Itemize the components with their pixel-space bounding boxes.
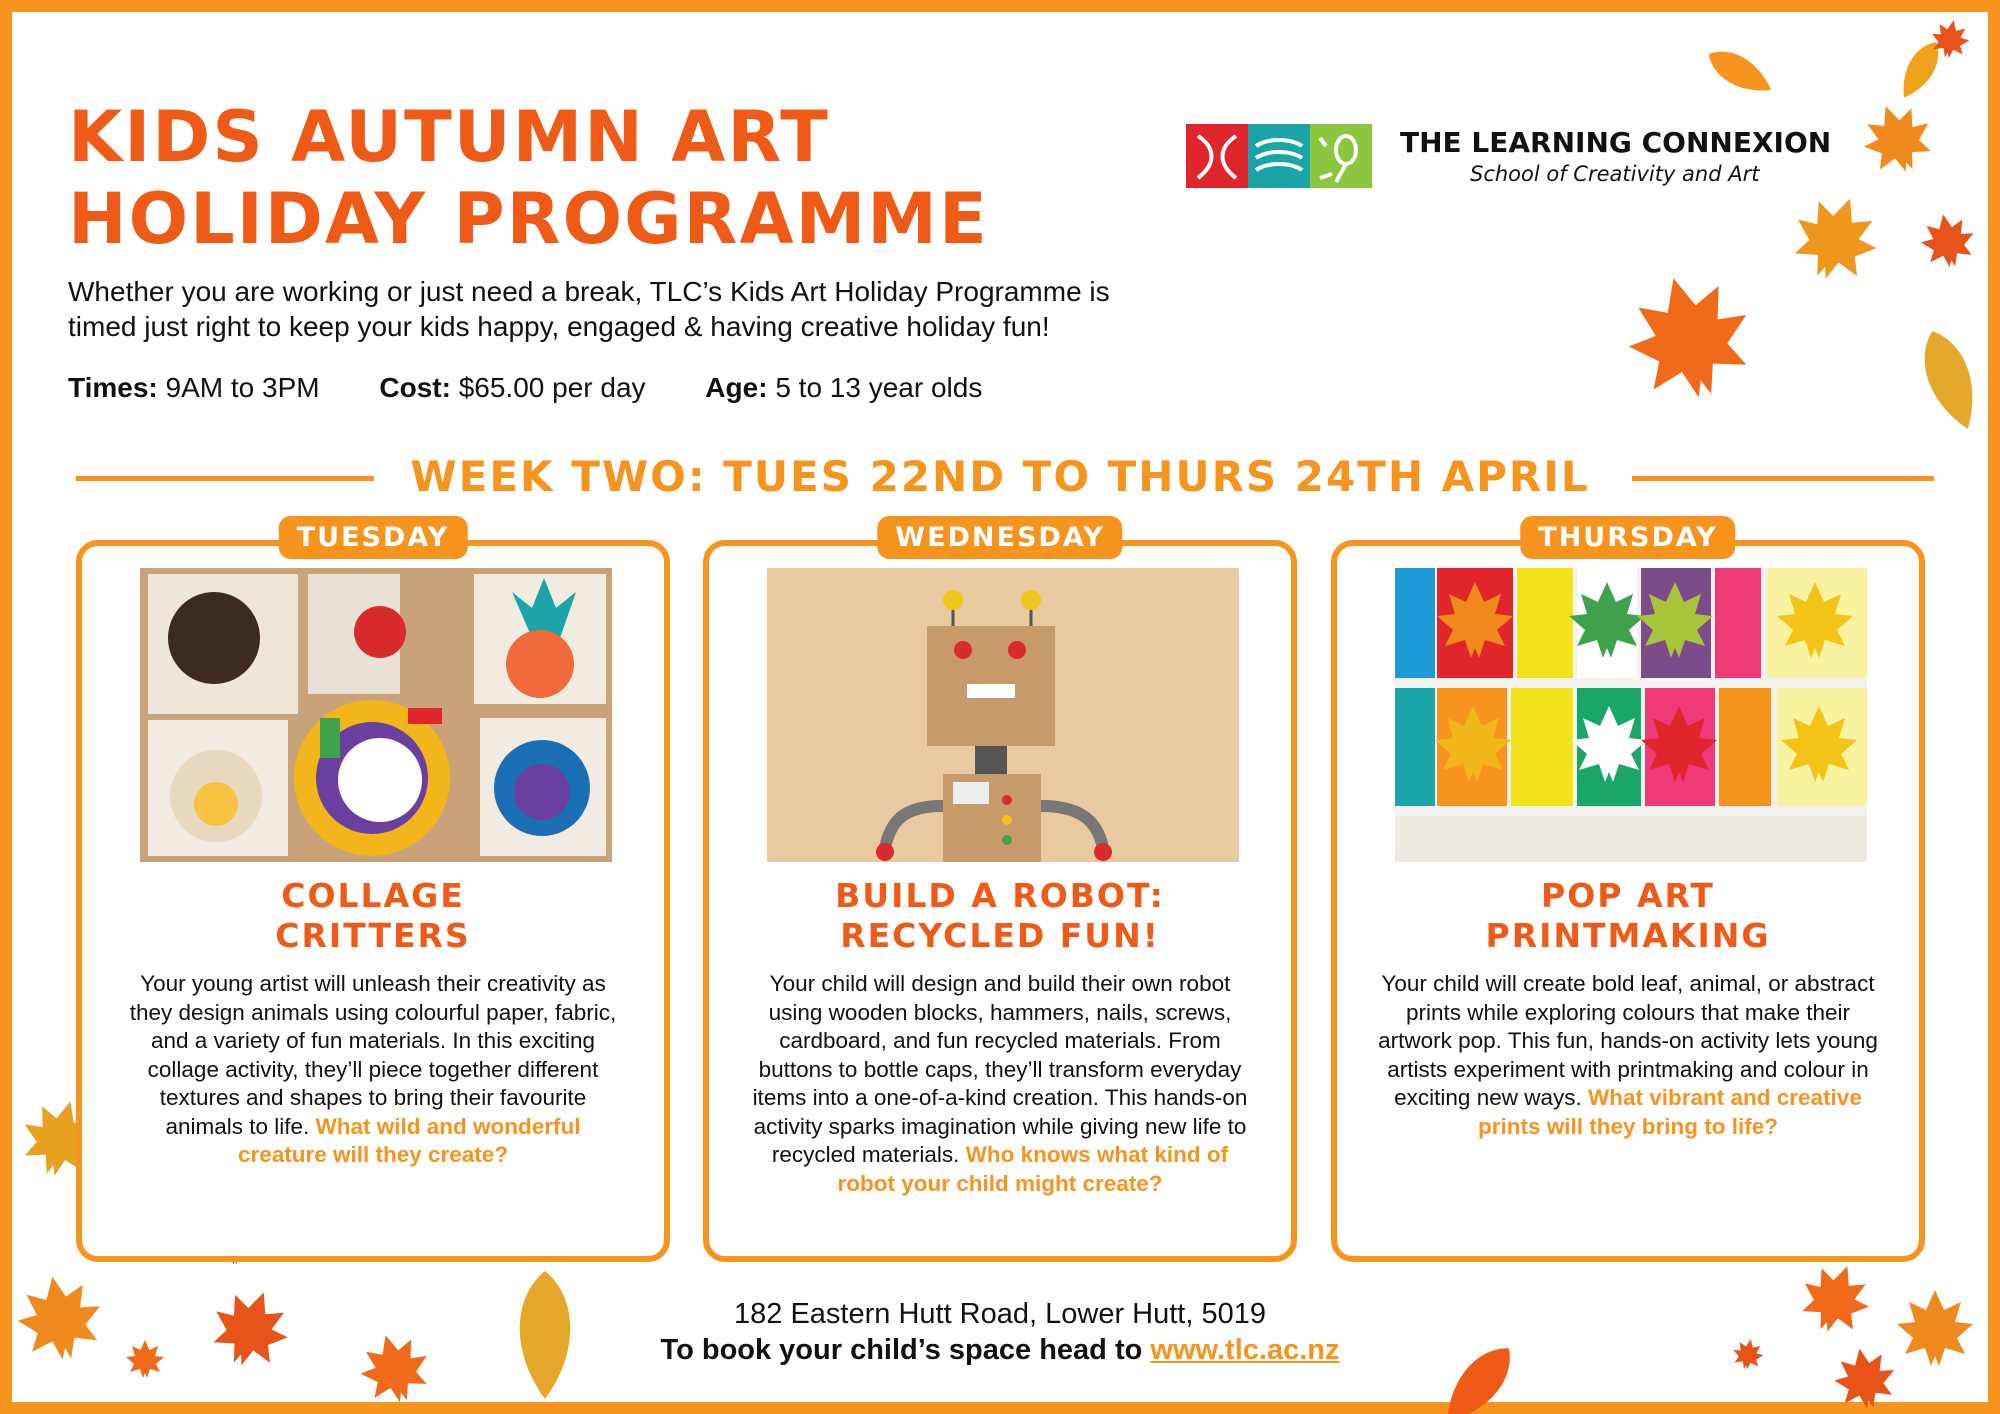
card-tuesday [76,522,670,1262]
activity-description-tuesday: Your young artist will unleash their creativity as they design animals using colourful paper, fabric, and a variety of fun materials. In this exciting collage activity, they’ll piece together different textures and shapes to bring their favourite animals to life. What wild and wonderful creature will they create? [129,971,617,1167]
robot-image [767,568,1239,862]
times-detail: Times: 9AM to 3PM [68,372,320,403]
week-title: WEEK TWO: TUES 22ND TO THURS 24TH APRIL [410,452,1590,501]
programme-details [68,372,1034,404]
intro-line-2: timed just right to keep your kids happy, engaged & having creative holiday fun! [68,311,1050,342]
collage-critters-image [140,568,612,862]
day-tab-thursday: THURSDAY [1520,516,1735,559]
card-thursday [1331,522,1925,1262]
card-wednesday [703,522,1297,1262]
page-title [68,96,989,260]
address: 182 Eastern Hutt Road, Lower Hutt, 5019 [734,1298,1266,1330]
activity-highlight-wednesday: Who knows what kind of robot your child might create? [837,1142,1229,1196]
activity-title-thursday: POP ART PRINTMAKING [1485,876,1771,955]
activity-title-tuesday: COLLAGE CRITTERS [275,876,471,955]
activity-highlight-tuesday: What wild and wonderful creature will they create? [237,1113,581,1167]
title-line-1: KIDS AUTUMN ART [68,96,830,178]
day-tab-tuesday: TUESDAY [279,516,468,559]
booking-text: To book your child’s space head to [660,1334,1143,1366]
logo-name: THE LEARNING CONNEXION [1400,126,1832,159]
booking-link[interactable]: www.tlc.ac.nz [1150,1334,1340,1366]
activity-title-wednesday: BUILD A ROBOT: RECYCLED FUN! [835,876,1165,955]
cost-detail: Cost: $65.00 per day [379,372,646,403]
booking-line [0,1334,2000,1367]
logo-tagline: School of Creativity and Art [1470,162,1760,186]
leaf-prints-image [1395,568,1867,862]
intro-text [68,274,1368,344]
activity-description-thursday: Your child will create bold leaf, animal, or abstract prints while exploring colours that make their artwork pop. This fun, hands-on activity lets young artists experiment with printmaking and colour in exciting new ways. What vibrant and creative prints will they bring to life? [1378,971,1878,1139]
tlc-logo-icon [1186,124,1372,188]
tlc-logo [1186,124,1836,194]
title-line-2: HOLIDAY PROGRAMME [68,178,989,260]
activity-highlight-thursday: What vibrant and creative prints will they bring to life? [1477,1085,1862,1139]
day-tab-wednesday: WEDNESDAY [877,516,1122,559]
intro-line-1: Whether you are working or just need a break, TLC’s Kids Art Holiday Programme is [68,276,1110,307]
age-detail: Age: 5 to 13 year olds [705,372,983,403]
activity-description-wednesday: Your child will design and build their own robot using wooden blocks, hammers, nails, screws, cardboard, and fun recycled materials. From buttons to bottle caps, they’ll transform everyday items into a one-of-a-kind creation. This hands-on activity sparks imagination while giving new life to recycled materials. Who knows what kind of robot your child might create? [752,971,1248,1196]
